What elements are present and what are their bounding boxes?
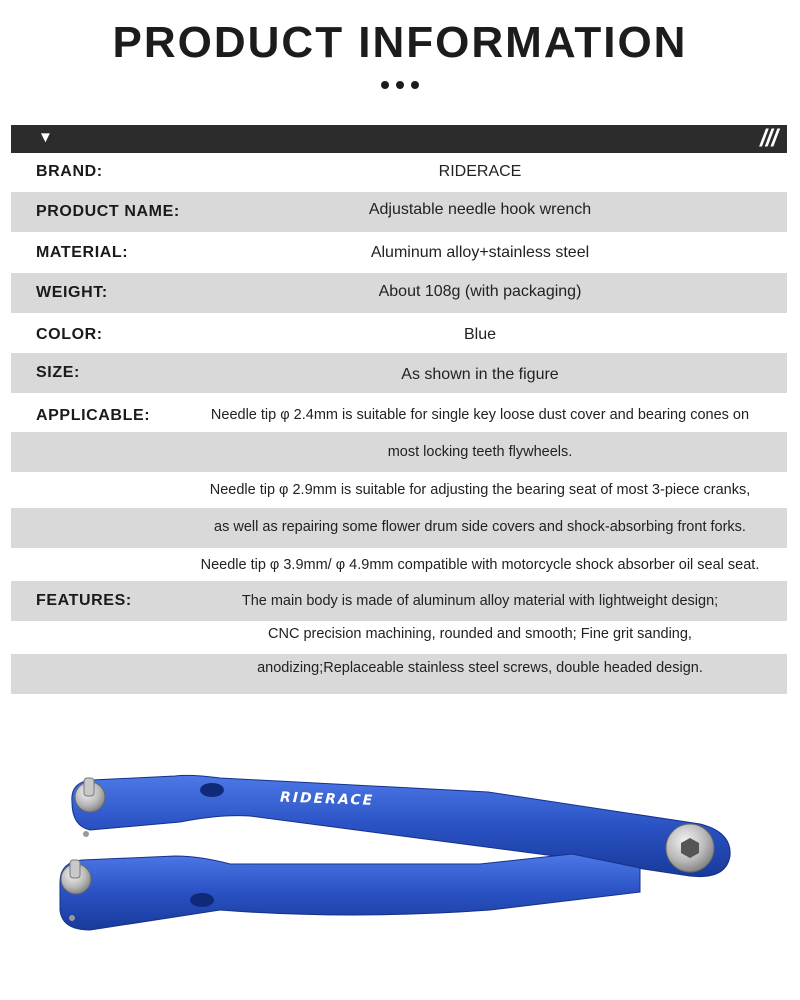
brand-label: BRAND: (36, 163, 103, 180)
features-line: CNC precision machining, rounded and smooth; Fine grit sanding, (268, 626, 692, 642)
wrench-illustration (50, 760, 750, 960)
title-dots (381, 81, 419, 89)
color-value: Blue (463, 326, 497, 343)
size-value: As shown in the figure (401, 366, 559, 383)
features-line: The main body is made of aluminum alloy material with lightweight design; (241, 593, 719, 609)
product-name-value: Adjustable needle hook wrench (368, 201, 592, 218)
size-label: SIZE: (36, 364, 80, 381)
features-label: FEATURES: (36, 592, 132, 609)
material-label: MATERIAL: (36, 244, 129, 261)
section-header-bar (11, 125, 787, 153)
features-line: anodizing;Replaceable stainless steel screws, double headed design. (257, 660, 703, 676)
weight-value: About 108g (with packaging) (378, 283, 582, 300)
applicable-line: most locking teeth flywheels. (387, 444, 573, 460)
applicable-line: Needle tip φ 2.4mm is suitable for single key loose dust cover and bearing cones on (210, 407, 750, 423)
material-value: Aluminum alloy+stainless steel (370, 244, 590, 261)
triangle-down-icon: ▼ (38, 129, 53, 146)
bar-slashes: /// (759, 125, 777, 152)
applicable-line: Needle tip φ 3.9mm/ φ 4.9mm compatible with motorcycle shock absorber oil seal seat. (200, 557, 760, 573)
applicable-line: as well as repairing some flower drum side covers and shock-absorbing front forks. (214, 519, 746, 535)
weight-label: WEIGHT: (36, 284, 108, 301)
brand-value: RIDERACE (438, 163, 522, 180)
applicable-line: Needle tip φ 2.9mm is suitable for adjusting the bearing seat of most 3-piece cranks, (209, 482, 751, 498)
applicable-label: APPLICABLE: (36, 407, 151, 424)
page-title: PRODUCT INFORMATION (112, 18, 688, 67)
brand-logo: RIDERACE (279, 789, 375, 809)
product-name-label: PRODUCT NAME: (36, 203, 180, 220)
color-label: COLOR: (36, 326, 103, 343)
